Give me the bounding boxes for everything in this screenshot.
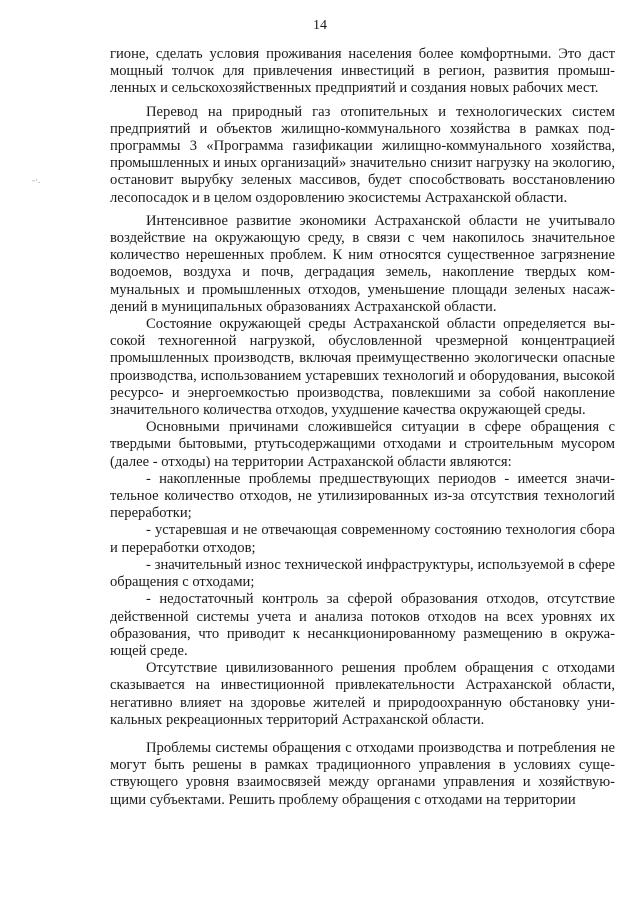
paragraph-economy: Интенсивное развитие экономики Астраханской области не учитывало воздействие на окружающую среду, в связи с чем накопилось значительное количество нерешенных проблем. К ним относятся существенное загрязнение водоемов, воздуха и почв, деградация земель, накопление твердых коммунальных и промышленных отходов, уменьшение площади зеленых насаждений в муниципальных образованиях Астраханской области. <box>110 212 615 315</box>
scan-artifact-mark: -·. <box>32 175 41 185</box>
paragraph-environment: Состояние окружающей среды Астраханской области определяется высокой техногенной нагрузкой, обусловленной чрезмерной концентрацией промышленных производств, включая преимущественно экологически опасные производства, использованием устаревших технологий и оборудования, высокой ресурсо- и энергоемкостью производства, повлекшими за собой накопление значительного количества отходов, ухудшение качества окружающей среды. <box>110 316 615 419</box>
paragraph-system: Проблемы системы обращения с отходами производства и потребления не могут быть решены в рамках традиционного управления в условиях существующего уровня взаимосвязей между органами управления и хозяйствующими субъектами. Решить проблему обращения с отходами на территории <box>110 739 615 808</box>
page-number: 14 <box>313 18 327 33</box>
body-text <box>110 46 615 809</box>
paragraph-continuation: гионе, сделать условия проживания населения более комфортными. Это даст мощный толчок для привлечения инвестиций в регион, развития промышленных и сельскохозяйственных предприятий и создания новых рабочих мест. <box>110 46 615 97</box>
paragraph-gasification: Перевод на природный газ отопительных и технологических систем предприятий и объектов жилищно-коммунального хозяйства в рамках подпрограммы 3 «Программа газификации жилищно-коммунального хозяйства, промышленных и иных организаций» значительно снизит нагрузку на экологию, остановит вырубку зеленых массивов, будет способствовать восстановлению лесопосадок и в целом оздоровлению экосистемы Астраханской области. <box>110 103 615 206</box>
list-item-cause-1: - накопленные проблемы предшествующих периодов - имеется значительное количество отходов, не утилизированных из-за отсутствия технологий переработки; <box>110 470 615 522</box>
paragraph-consequence: Отсутствие цивилизованного решения проблем обращения с отходами сказывается на инвестиционной привлекательности Астраханской области, негативно влияет на здоровье жителей и природоохранную обстановку уникальных рекреационных территорий Астраханской области. <box>110 660 615 728</box>
list-item-cause-4: - недостаточный контроль за сферой образования отходов, отсутствие действенной системы учета и анализа потоков отходов на всех уровнях их образования, что приводит к несанкционированному размещению в окружающей среде. <box>110 591 615 659</box>
paragraph-causes: Основными причинами сложившейся ситуации в сфере обращения с твердыми бытовыми, ртутьсодержащими отходами и строительным мусором (далее - отходы) на территории Астраханской области являются: <box>110 419 615 470</box>
list-item-cause-2: - устаревшая и не отвечающая современному состоянию технология сбора и переработки отходов; <box>110 522 615 556</box>
list-item-cause-3: - значительный износ технической инфраструктуры, используемой в сфере обращения с отходами; <box>110 556 615 591</box>
